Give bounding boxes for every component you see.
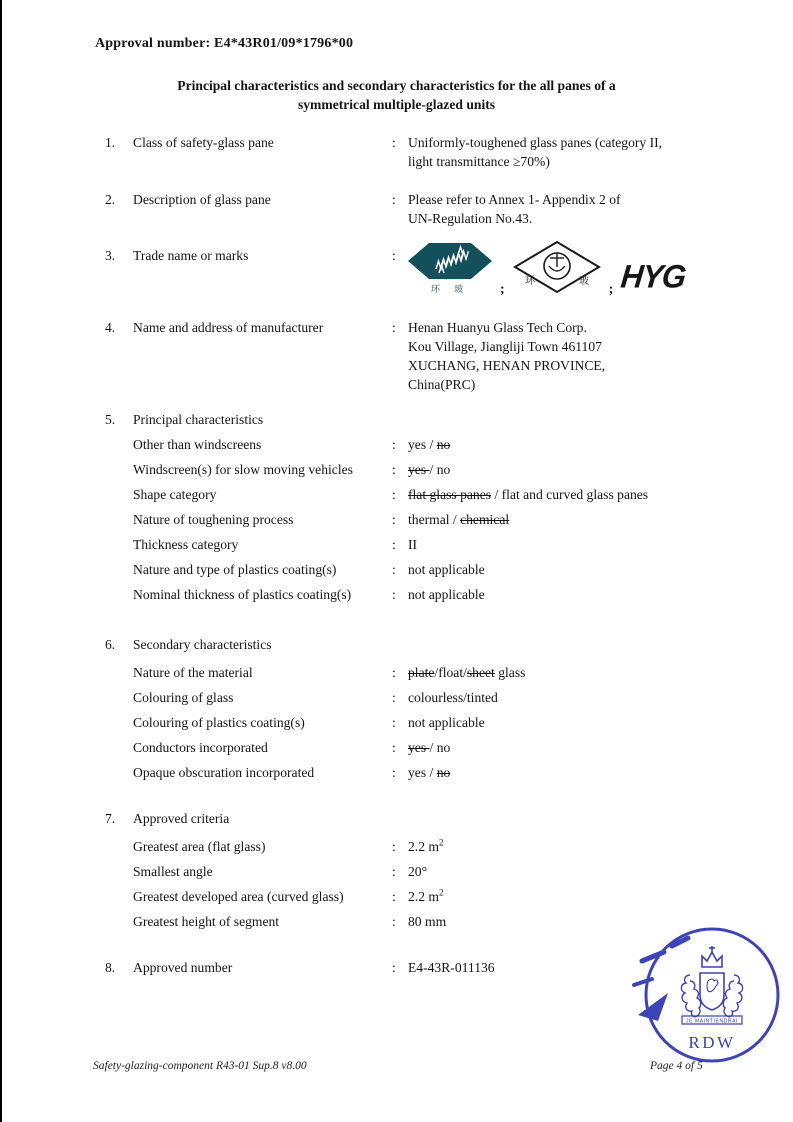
item-2-description	[105, 190, 745, 228]
characteristic-row	[105, 738, 745, 757]
row-value: 20°	[408, 864, 428, 879]
characteristic-row	[105, 485, 745, 504]
address-line: Kou Village, Jiangliji Town 461107	[408, 339, 602, 354]
characteristic-row	[105, 510, 745, 529]
row-value: 80 mm	[408, 914, 447, 929]
row-label: Opaque obscuration incorporated	[133, 765, 315, 780]
colon-separator: :	[392, 914, 396, 929]
characteristic-row	[105, 585, 745, 604]
colon-separator: :	[392, 765, 396, 780]
colon-separator: :	[392, 889, 396, 904]
item-number: 3.	[105, 248, 116, 263]
item-value: Please refer to Annex 1- Appendix 2 of UN-Regulation No.43.	[408, 192, 621, 226]
criteria-row	[105, 862, 745, 881]
item-number: 4.	[105, 320, 116, 335]
item-5-principal-characteristics	[105, 410, 745, 610]
footer-document-reference: Safety-glazing-component R43-01 Sup.8 v8.00	[93, 1060, 307, 1072]
colon-separator: :	[392, 192, 396, 207]
address-line: XUCHANG, HENAN PROVINCE,	[408, 358, 606, 373]
colon-separator: :	[392, 690, 396, 705]
rdw-approval-stamp	[630, 915, 792, 1077]
characteristic-row	[105, 713, 745, 732]
criteria-row	[105, 887, 745, 906]
colon-separator: :	[392, 487, 396, 502]
row-label: Conductors incorporated	[133, 740, 268, 755]
row-value: flat glass panes / flat and curved glass panes	[408, 487, 649, 502]
title-line-1: Principal characteristics and secondary characteristics for the all panes of a	[177, 78, 616, 93]
section-heading: Principal characteristics	[133, 412, 264, 427]
row-value: not applicable	[408, 587, 485, 602]
colon-separator: :	[392, 839, 396, 854]
item-6-secondary-characteristics	[105, 635, 745, 788]
row-label: Smallest angle	[133, 864, 213, 879]
colon-separator: :	[392, 437, 396, 452]
colon-separator: :	[392, 665, 396, 680]
semicolon-separator: ;	[608, 282, 614, 297]
colon-separator: :	[392, 562, 396, 577]
row-label: Greatest developed area (curved glass)	[133, 889, 344, 904]
row-value: yes / no	[408, 437, 451, 452]
row-label: Nature of the material	[133, 665, 253, 680]
row-value: yes / no	[408, 462, 451, 477]
row-value: 2.2 $m^2$	[408, 887, 444, 904]
diamond-logo-left-char: 环	[524, 276, 535, 287]
row-value: not applicable	[408, 715, 485, 730]
item-label: Name and address of manufacturer	[133, 320, 324, 335]
row-label: Nominal thickness of plastics coating(s)	[133, 587, 352, 602]
item-number: 8.	[105, 960, 116, 975]
semicolon-separator: ;	[500, 282, 505, 297]
item-4-manufacturer	[105, 318, 745, 394]
hexagon-logo-graphic	[408, 243, 492, 279]
characteristic-row	[105, 560, 745, 579]
item-number: 7.	[105, 811, 116, 826]
row-label: Colouring of glass	[133, 690, 234, 705]
colon-separator: :	[392, 864, 396, 879]
item-value: Uniformly-toughened glass panes (category II, light transmittance ≥70%)	[408, 135, 663, 169]
colon-separator: :	[392, 740, 396, 755]
colon-separator: :	[392, 537, 396, 552]
row-label: Greatest area (flat glass)	[133, 839, 266, 854]
row-label: Nature of toughening process	[133, 512, 294, 527]
hexagon-trademark-logo	[408, 243, 492, 299]
row-label: Colouring of plastics coating(s)	[133, 715, 305, 730]
item-3-trade-marks	[105, 246, 745, 299]
row-label: Other than windscreens	[133, 437, 262, 452]
footer-page-number: Page 4 of 5	[650, 1060, 703, 1072]
section-heading: Approved criteria	[133, 811, 230, 826]
hexagon-logo-caption: 环 玻	[430, 284, 470, 294]
characteristic-row	[105, 435, 745, 454]
row-value: thermal / chemical	[408, 512, 510, 527]
manufacturer-address	[408, 318, 745, 394]
item-label: Description of glass pane	[133, 192, 271, 207]
trademark-logos	[408, 246, 745, 299]
characteristic-row	[105, 688, 745, 707]
colon-separator: :	[392, 715, 396, 730]
section-heading: Secondary characteristics	[133, 637, 272, 652]
approval-number: Approval number: E4*43R01/09*1796*00	[95, 36, 354, 51]
title-line-2: symmetrical multiple-glazed units	[297, 97, 496, 112]
diamond-logo-right-char: 玻	[578, 276, 589, 287]
item-label: Trade name or marks	[133, 248, 249, 263]
row-label: Windscreen(s) for slow moving vehicles	[133, 462, 353, 477]
colon-separator: :	[392, 587, 396, 602]
characteristic-row	[105, 460, 745, 479]
diamond-trademark-logo	[513, 240, 601, 299]
characteristic-row	[105, 535, 745, 554]
characteristic-row	[105, 763, 745, 782]
characteristic-row	[105, 663, 745, 682]
document-title	[0, 76, 793, 114]
row-label: Thickness category	[133, 537, 239, 552]
item-1-class-of-pane	[105, 133, 745, 171]
colon-separator: :	[392, 248, 396, 263]
stamp-agency-name: RDW	[688, 1033, 736, 1052]
item-number: 1.	[105, 135, 116, 150]
colon-separator: :	[392, 462, 396, 477]
criteria-row	[105, 837, 745, 856]
diamond-logo-graphic	[513, 240, 601, 294]
row-value: yes / no	[408, 765, 451, 780]
row-value: not applicable	[408, 562, 485, 577]
hyg-wordmark-logo: HYG	[619, 258, 688, 295]
row-label: Greatest height of segment	[133, 914, 280, 929]
item-value: E4-43R-011136	[408, 960, 495, 975]
scan-edge-line	[0, 0, 2, 1122]
item-label: Approved number	[133, 960, 233, 975]
address-line: China(PRC)	[408, 377, 476, 392]
item-number: 2.	[105, 192, 116, 207]
stamp-motto: JE MAINTIENDRAI	[685, 1018, 739, 1025]
address-line: Henan Huanyu Glass Tech Corp.	[408, 320, 587, 335]
row-value: 2.2 $m^2$	[408, 837, 444, 854]
row-value: plate/float/sheet glass	[408, 665, 526, 680]
item-number: 6.	[105, 637, 116, 652]
colon-separator: :	[392, 320, 396, 335]
row-value: colourless/tinted	[408, 690, 498, 705]
colon-separator: :	[392, 512, 396, 527]
row-value: yes / no	[408, 740, 451, 755]
colon-separator: :	[392, 135, 396, 150]
item-number: 5.	[105, 412, 116, 427]
row-value: II	[408, 537, 418, 552]
row-label: Nature and type of plastics coating(s)	[133, 562, 337, 577]
item-label: Class of safety-glass pane	[133, 135, 274, 150]
rdw-stamp-graphic	[630, 915, 792, 1077]
row-label: Shape category	[133, 487, 217, 502]
colon-separator: :	[392, 960, 396, 975]
